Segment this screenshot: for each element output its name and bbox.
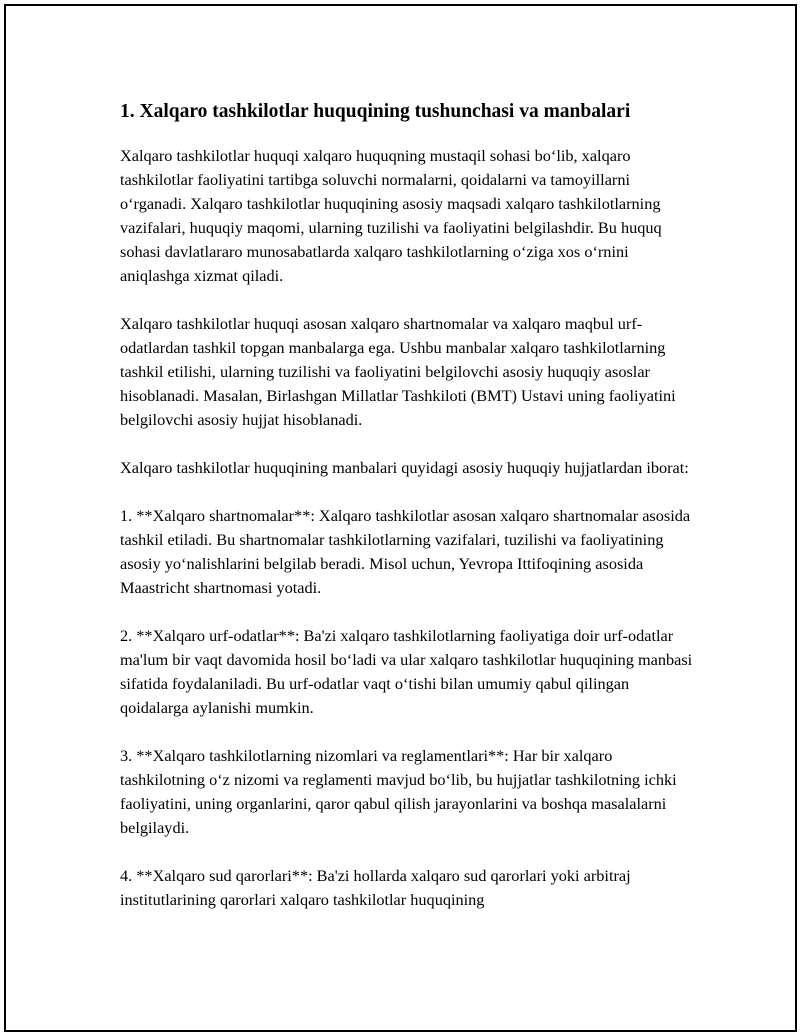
list-item-customs: 2. **Xalqaro urf-odatlar**: Ba'zi xalqaro tashkilotlarning faoliyatiga doir urf-odatlar ma'lum bir vaqt davomida hosil boʻladi va ular xalqaro tashkilotlar huquqining manbasi sifatida foydalaniladi. Bu urf-odatlar vaqt oʻtishi bilan umumiy qabul qilingan qoidalarga aylanishi mumkin. (120, 626, 693, 717)
paragraph-sources-overview: Xalqaro tashkilotlar huquqi asosan xalqaro shartnomalar va xalqaro maqbul urf-odatlardan tashkil topgan manbalarga ega. Ushbu manbalar xalqaro tashkilotlarning tashkil etilishi, ularning tuzilishi va faoliyatini belgilovchi asosiy huquqiy asoslar hisoblanadi. Masalan, Birlashgan Millatlar Tashkiloti (BMT) Ustavi uning faoliyatini belgilovchi asosiy hujjat hisoblanadi. (120, 314, 676, 429)
list-item-charters: 3. **Xalqaro tashkilotlarning nizomlari va reglamentlari**: Har bir xalqaro tashkilotning oʻz nizomi va reglamenti mavjud boʻlib, bu hujjatlar tashkilotning ichki faoliyatini, uning organlarini, qaror qabul qilish jarayonlarini va boshqa masalalarni belgilaydi. (120, 746, 677, 837)
paragraph-definition: Xalqaro tashkilotlar huquqi xalqaro huquqning mustaqil sohasi boʻlib, xalqaro tashkilotlar faoliyatini tartibga soluvchi normalarni, qoidalarni va tamoyillarni oʻrganadi. Xalqaro tashkilotlar huquqining asosiy maqsadi xalqaro tashkilotlarning vazifalari, huquqiy maqomi, ularning tuzilishi va faoliyatini belgilashdir. Bu huquq sohasi davlatlararo munosabatlarda xalqaro tashkilotlarning oʻziga xos oʻrnini aniqlashga xizmat qiladi. (120, 146, 662, 285)
page-frame (4, 4, 797, 1032)
section-heading: 1. Xalqaro tashkilotlar huquqining tushunchasi va manbalari (120, 101, 631, 122)
paragraph-sources-intro: Xalqaro tashkilotlar huquqining manbalari quyidagi asosiy huquqiy hujjatlardan iborat: (120, 458, 689, 477)
list-item-treaties: 1. **Xalqaro shartnomalar**: Xalqaro tashkilotlar asosan xalqaro shartnomalar asosida tashkil etiladi. Bu shartnomalar tashkilotlarning vazifalari, tuzilishi va faoliyatining asosiy yoʻnalishlarini belgilab beradi. Misol uchun, Yevropa Ittifoqining asosida Maastricht shartnomasi yotadi. (120, 506, 691, 597)
list-item-court-decisions: 4. **Xalqaro sud qarorlari**: Ba'zi hollarda xalqaro sud qarorlari yoki arbitraj institutlarining qarorlari xalqaro tashkilotlar huquqining (120, 866, 631, 909)
document-body (120, 96, 700, 936)
